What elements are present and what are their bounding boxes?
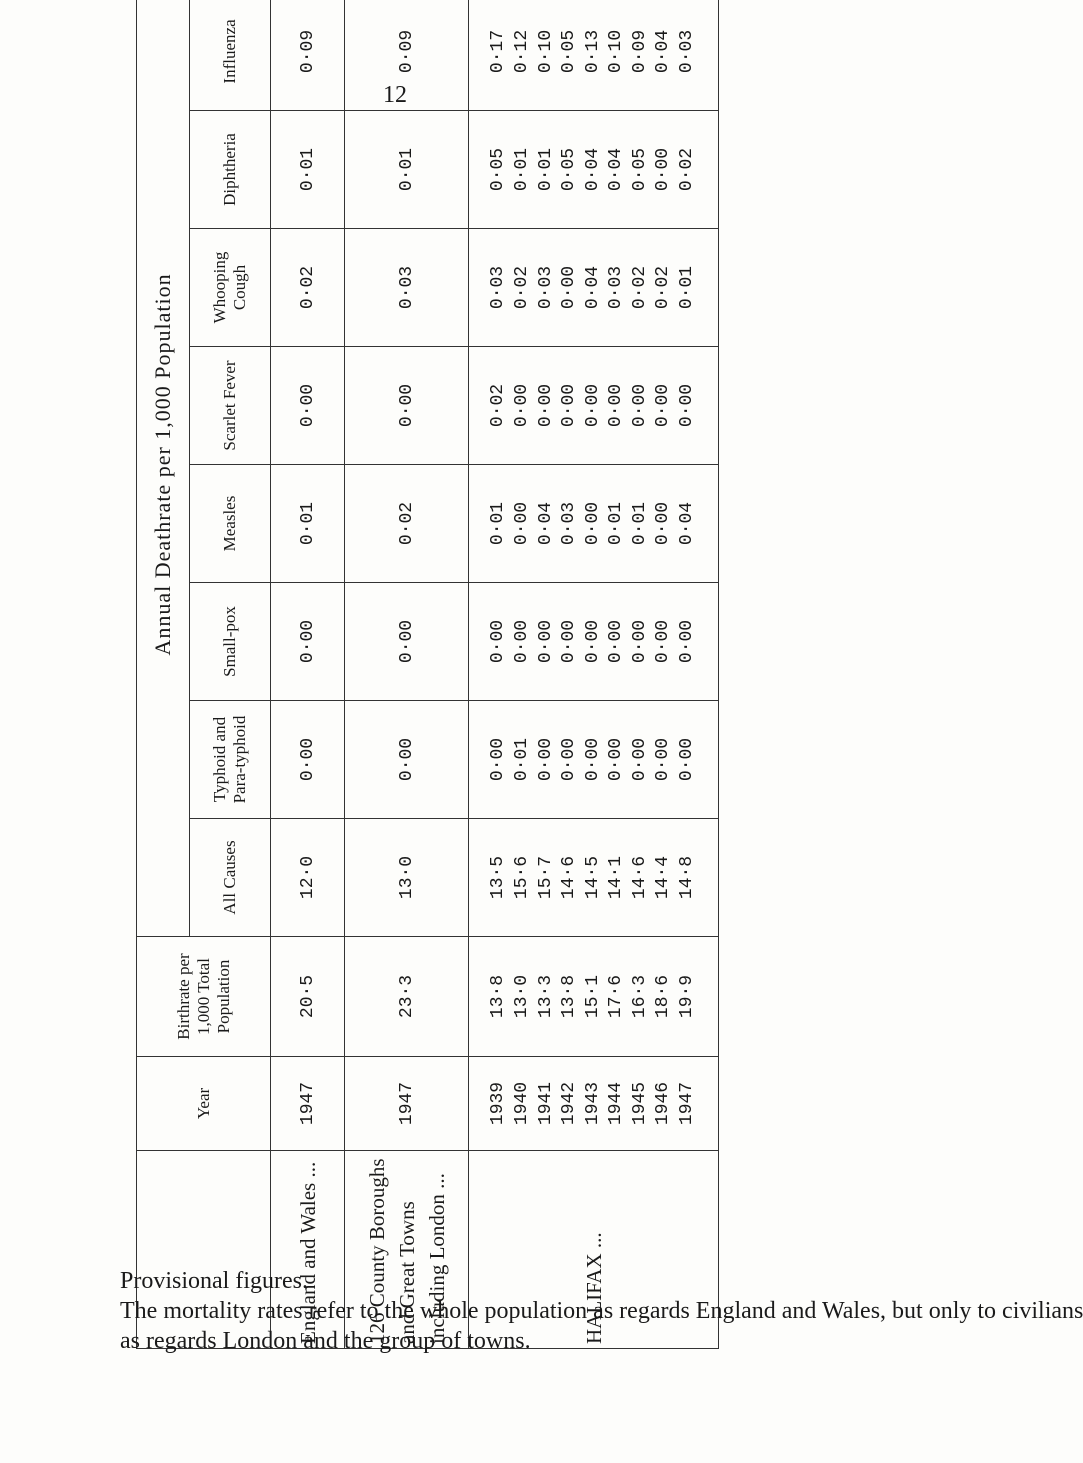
place-cell: HALIFAX ... bbox=[469, 1151, 719, 1349]
year-cell: 1939 1940 1941 1942 1943 1944 1945 1946 1947 bbox=[469, 1057, 719, 1151]
group-header-row bbox=[137, 0, 190, 1349]
page-number: 12 bbox=[383, 82, 407, 108]
deathrate-cell: 0·09 bbox=[271, 0, 345, 111]
deathrate-cell: 12·0 bbox=[271, 819, 345, 937]
birthrate-cell: 13·8 13·0 13·3 13·8 15·1 17·6 16·3 18·6 19·9 bbox=[469, 937, 719, 1057]
death-col-header: Typhoid and Para-typhoid bbox=[190, 701, 271, 819]
deathrate-cell: 0·00 bbox=[345, 347, 469, 465]
deathrate-cell: 13·5 15·6 15·7 14·6 14·5 14·1 14·6 14·4 14·8 bbox=[469, 819, 719, 937]
deathrate-cell: 0·01 bbox=[271, 465, 345, 583]
footnote-provisional: Provisional figures. bbox=[120, 1268, 308, 1294]
birthrate-cell: 23·3 bbox=[345, 937, 469, 1057]
year-cell: 1947 bbox=[271, 1057, 345, 1151]
deathrate-cell: 0·00 0·00 0·00 0·00 0·00 0·00 0·00 0·00 0·00 bbox=[469, 583, 719, 701]
place-cell: England and Wales ... bbox=[271, 1151, 345, 1349]
death-col-header: Measles bbox=[190, 465, 271, 583]
death-col-header: Small-pox bbox=[190, 583, 271, 701]
deathrate-cell: 0·01 bbox=[271, 111, 345, 229]
deathrate-cell: 0·00 0·01 0·00 0·00 0·00 0·00 0·00 0·00 0·00 bbox=[469, 701, 719, 819]
footnote-mortality: The mortality rates refer to the whole population as regards England and Wales, but only to civilians bbox=[120, 1298, 1083, 1324]
table-row bbox=[345, 0, 469, 1349]
table-row bbox=[271, 0, 345, 1349]
deathrate-cell: 0·00 bbox=[271, 583, 345, 701]
year-header: Year bbox=[137, 1057, 271, 1151]
death-col-header: Whooping Cough bbox=[190, 229, 271, 347]
deathrate-group-header: Annual Deathrate per 1,000 Population bbox=[137, 0, 190, 937]
death-col-header: Scarlet Fever bbox=[190, 347, 271, 465]
deathrate-cell: 0·01 bbox=[345, 111, 469, 229]
birthrate-header: Birthrate per 1,000 Total Population bbox=[137, 937, 271, 1057]
deathrate-cell: 0·09 bbox=[345, 0, 469, 111]
deathrate-cell: 0·00 bbox=[271, 701, 345, 819]
death-col-header: Diphtheria bbox=[190, 111, 271, 229]
death-col-header: All Causes bbox=[190, 819, 271, 937]
table-row bbox=[469, 0, 719, 1349]
deathrate-cell: 0·00 bbox=[345, 583, 469, 701]
deathrate-cell: 0·01 0·00 0·04 0·03 0·00 0·01 0·01 0·00 0·04 bbox=[469, 465, 719, 583]
deathrate-cell: 0·00 bbox=[271, 347, 345, 465]
deathrate-cell: 0·02 bbox=[271, 229, 345, 347]
deathrate-cell: 0·03 0·02 0·03 0·00 0·04 0·03 0·02 0·02 0·01 bbox=[469, 229, 719, 347]
deathrate-cell: 0·17 0·12 0·10 0·05 0·13 0·10 0·09 0·04 0·03 bbox=[469, 0, 719, 111]
mortality-table bbox=[136, 0, 719, 1349]
year-cell: 1947 bbox=[345, 1057, 469, 1151]
deathrate-cell: 0·00 bbox=[345, 701, 469, 819]
death-col-header: Influenza bbox=[190, 0, 271, 111]
deathrate-cell: 0·02 0·00 0·00 0·00 0·00 0·00 0·00 0·00 0·00 bbox=[469, 347, 719, 465]
deathrate-cell: 0·03 bbox=[345, 229, 469, 347]
deathrate-cell: 0·02 bbox=[345, 465, 469, 583]
deathrate-cell: 0·05 0·01 0·01 0·05 0·04 0·04 0·05 0·00 0·02 bbox=[469, 111, 719, 229]
birthrate-cell: 20·5 bbox=[271, 937, 345, 1057]
footnote-towns: as regards London and the group of towns. bbox=[120, 1328, 531, 1354]
deathrate-cell: 13·0 bbox=[345, 819, 469, 937]
place-cell: 126 County Boroughs and Great Towns including London ... bbox=[345, 1151, 469, 1349]
